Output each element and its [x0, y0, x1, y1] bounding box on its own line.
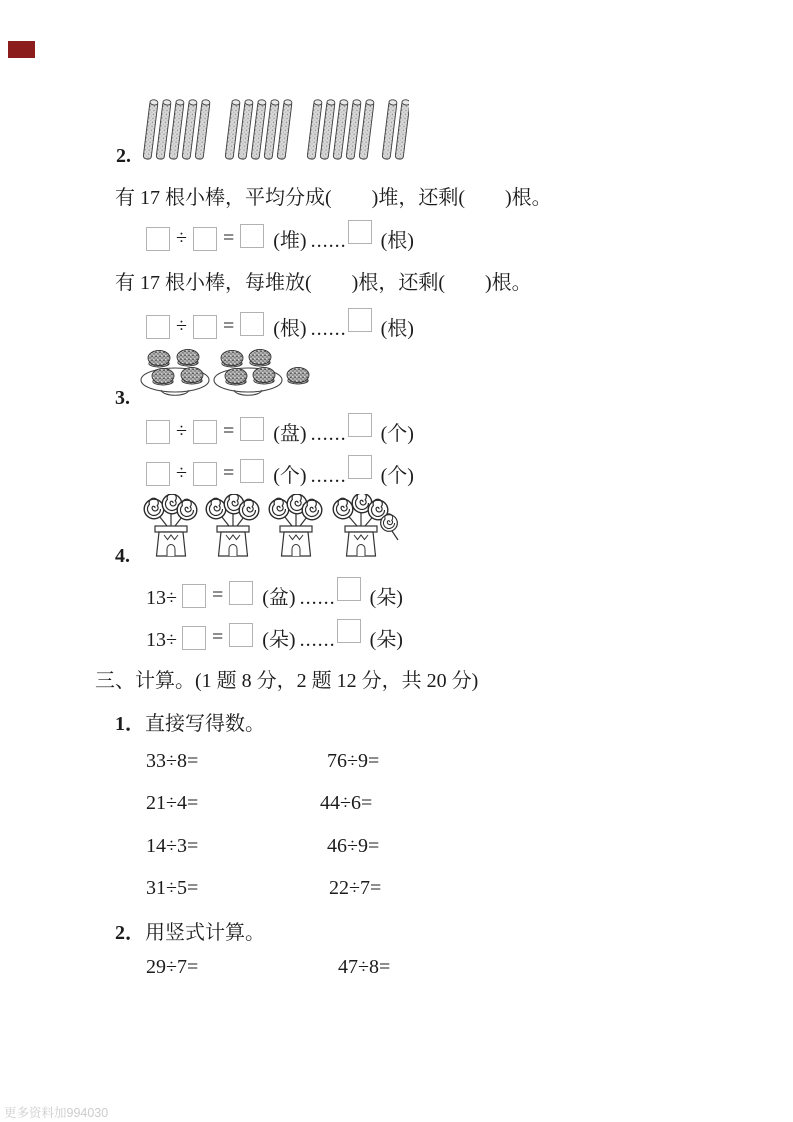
answer-box-quotient[interactable] — [240, 417, 264, 441]
answer-box-quotient[interactable] — [229, 623, 253, 647]
equals-sign: = — [222, 462, 235, 484]
remainder-dots: ...... — [310, 318, 347, 340]
calc-problem: 31÷5= — [146, 877, 199, 899]
answer-box-remainder[interactable] — [337, 619, 361, 643]
quotient-unit: (盘) — [273, 423, 307, 445]
answer-box-remainder[interactable] — [348, 413, 372, 437]
flowers-illustration — [138, 494, 403, 560]
watermark-text: 更多资料加994030 — [4, 1106, 109, 1120]
calc-problem: 33÷8= — [146, 750, 199, 772]
answer-box-divisor[interactable] — [182, 626, 206, 650]
calc-problem: 47÷8= — [338, 956, 391, 978]
calc-problem: 29÷7= — [146, 956, 199, 978]
equals-sign: = — [211, 584, 224, 606]
q3-equation-1 — [143, 413, 416, 444]
calc-problem: 22÷7= — [329, 877, 382, 899]
quotient-unit: (朵) — [262, 629, 296, 651]
answer-box-dividend[interactable] — [146, 420, 170, 444]
answer-box-divisor[interactable] — [193, 227, 217, 251]
divide-sign: ÷ — [176, 315, 187, 337]
q4-equation-1 — [146, 577, 405, 608]
answer-box-divisor[interactable] — [193, 462, 217, 486]
answer-box-dividend[interactable] — [146, 315, 170, 339]
equation-prefix: 13÷ — [146, 587, 177, 609]
equals-sign: = — [222, 315, 235, 337]
equals-sign: = — [222, 227, 235, 249]
answer-box-divisor[interactable] — [193, 420, 217, 444]
q2-equation-2 — [143, 308, 416, 339]
q3-equation-2 — [143, 455, 416, 486]
remainder-dots: ...... — [310, 230, 347, 252]
answer-box-dividend[interactable] — [146, 462, 170, 486]
answer-box-remainder[interactable] — [348, 308, 372, 332]
calc-problem: 21÷4= — [146, 792, 199, 814]
remainder-dots: ...... — [299, 587, 336, 609]
item2-text: 用竖式计算。 — [145, 922, 265, 944]
remainder-unit: (个) — [380, 465, 414, 487]
equals-sign: = — [222, 420, 235, 442]
answer-box-quotient[interactable] — [240, 224, 264, 248]
sticks-illustration — [139, 97, 409, 167]
calc-problem: 44÷6= — [320, 792, 373, 814]
remainder-unit: (根) — [380, 318, 414, 340]
remainder-unit: (朵) — [369, 629, 403, 651]
section3-item1 — [115, 707, 265, 736]
remainder-unit: (朵) — [369, 587, 403, 609]
answer-box-remainder[interactable] — [348, 455, 372, 479]
calc-problem: 14÷3= — [146, 835, 199, 857]
answer-box-divisor[interactable] — [182, 584, 206, 608]
remainder-dots: ...... — [299, 629, 336, 651]
q2-text-line1: 有 17 根小棒，平均分成( )堆，还剩( )根。 — [115, 187, 552, 209]
quotient-unit: (个) — [273, 465, 307, 487]
question-2-number: 2. — [116, 145, 131, 167]
section-3-title: 三、计算。(1 题 8 分，2 题 12 分，共 20 分) — [95, 670, 479, 692]
answer-box-quotient[interactable] — [240, 459, 264, 483]
remainder-unit: (个) — [380, 423, 414, 445]
quotient-unit: (堆) — [273, 230, 307, 252]
quotient-unit: (根) — [273, 318, 307, 340]
q2-equation-1 — [143, 220, 416, 251]
equals-sign: = — [211, 626, 224, 648]
burgers-illustration — [138, 346, 313, 402]
question-3-number: 3. — [115, 387, 130, 409]
divide-sign: ÷ — [176, 420, 187, 442]
answer-box-divisor[interactable] — [193, 315, 217, 339]
item2-number: 2． — [115, 922, 145, 944]
answer-box-dividend[interactable] — [146, 227, 170, 251]
quotient-unit: (盆) — [262, 587, 296, 609]
answer-box-remainder[interactable] — [348, 220, 372, 244]
item1-text: 直接写得数。 — [145, 713, 265, 735]
section3-item2 — [115, 916, 265, 945]
question-4-number: 4. — [115, 545, 130, 567]
answer-box-quotient[interactable] — [240, 312, 264, 336]
answer-box-remainder[interactable] — [337, 577, 361, 601]
equation-prefix: 13÷ — [146, 629, 177, 651]
item1-number: 1． — [115, 713, 145, 735]
calc-problem: 46÷9= — [327, 835, 380, 857]
divide-sign: ÷ — [176, 462, 187, 484]
q2-text-line2: 有 17 根小棒，每堆放( )根，还剩( )根。 — [115, 272, 532, 294]
q4-equation-2 — [146, 619, 405, 650]
divide-sign: ÷ — [176, 227, 187, 249]
remainder-dots: ...... — [310, 423, 347, 445]
remainder-dots: ...... — [310, 465, 347, 487]
calc-problem: 76÷9= — [327, 750, 380, 772]
red-scan-mark — [8, 41, 35, 58]
answer-box-quotient[interactable] — [229, 581, 253, 605]
remainder-unit: (根) — [380, 230, 414, 252]
